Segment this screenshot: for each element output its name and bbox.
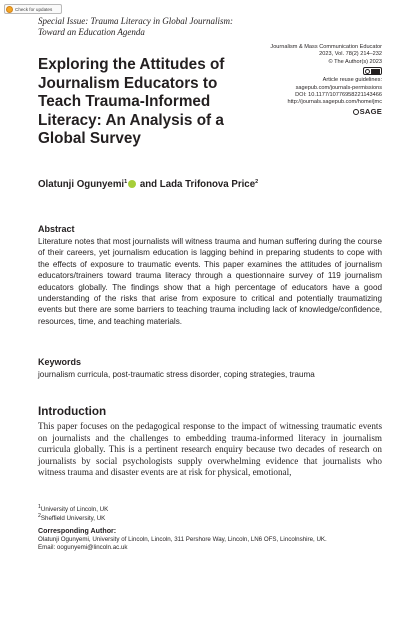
affiliation-2 (38, 513, 382, 522)
orcid-icon[interactable] (128, 180, 136, 188)
keywords-heading: Keywords (38, 357, 82, 367)
affiliation-2-text: Sheffield University, UK (40, 515, 106, 523)
corresponding-author-details (38, 536, 382, 553)
introduction-text: This paper focuses on the pedagogical response to the impact of witnessing traumatic events on journalists and the challenges to embedding trauma-informed literacy in journalism curricula globally. This is a pertinent research enquiry because two decades of research on journalists by social psychologists supply overwhelming evidence that journalists who witness trauma and disaster events are at risk for physical, emotional, (38, 421, 382, 478)
affiliation-1-marker: 1 (38, 504, 41, 510)
author-1-affiliation-marker: 1 (124, 179, 128, 185)
corresponding-author-email[interactable]: Email: oogunyemi@lincoln.ac.uk (38, 544, 128, 552)
publisher-name: SAGE (359, 106, 382, 116)
abstract-heading: Abstract (38, 224, 75, 234)
affiliation-1 (38, 504, 382, 513)
author-1-name[interactable]: Olatunji Ogunyemi (38, 179, 125, 191)
special-issue-heading (38, 16, 258, 38)
special-issue-line-2: Toward an Education Agenda (38, 27, 145, 37)
corresponding-author-address: Olatunji Ogunyemi, University of Lincoln, Lincoln, 311 Pershore Way, Lincoln, LN6 OFS, Lincolnshire, UK. (38, 536, 327, 543)
reuse-guidelines-link[interactable]: sagepub.com/journals-permissions (295, 84, 382, 91)
article-title: Exploring the Attitudes of Journalism Educators to Teach Trauma-Informed Literacy: An Analysis of a Global Survey (38, 56, 225, 147)
check-for-updates-badge[interactable] (4, 4, 62, 14)
sage-logo-icon (353, 108, 382, 115)
journal-home-link[interactable]: http://journals.sagepub.com/home/jmc (287, 99, 382, 106)
journal-volume: 2023, Vol. 78(2) 214–232 (319, 51, 382, 58)
author-conjunction: and (137, 179, 160, 191)
introduction-heading: Introduction (38, 405, 107, 418)
cc-by-bar-icon (371, 69, 380, 74)
journal-name: Journalism & Mass Communication Educator (270, 44, 382, 50)
cc-by-license-icon[interactable] (363, 67, 382, 75)
affiliation-1-text: University of Lincoln, UK (40, 506, 109, 514)
reuse-guidelines-label: Article reuse guidelines: (322, 77, 382, 84)
journal-copyright: © The Author(s) 2023 (328, 58, 382, 65)
special-issue-line-1: Special Issue: Trauma Literacy in Global Journalism: (38, 16, 233, 26)
journal-info-block (240, 44, 382, 118)
affiliation-footnotes (38, 504, 382, 523)
author-2-affiliation-marker: 2 (255, 179, 259, 185)
corresponding-author-heading: Corresponding Author: (38, 527, 117, 535)
update-check-icon (6, 6, 13, 13)
check-for-updates-label: Check for updates (15, 6, 53, 12)
author-line (38, 176, 378, 191)
author-2-name[interactable]: Lada Trifonova Price (159, 179, 256, 191)
abstract-text: Literature notes that most journalists will witness trauma and human suffering during the course of their careers, yet journalism education is lagging behind in preparing students to cope with the effects of exposure to traumatic events. This paper examines the attitudes of journalism educators/trainers toward trauma literacy through a questionnaire survey of 119 journalism educators globally. The findings show that a high percentage of educators have a good understanding of the risks that arise from exposure to critical and potentially traumatizing events but there are some barriers to teaching trauma including lack of knowledge/confidence, resources, time, and teaching materials. (38, 237, 382, 326)
sage-mark-icon (353, 109, 359, 115)
cc-circle-icon (365, 69, 370, 74)
doi-link[interactable]: DOI: 10.1177/10776958221143466 (295, 92, 382, 99)
affiliation-2-marker: 2 (38, 513, 41, 520)
keywords-text: journalism curricula, post-traumatic stress disorder, coping strategies, trauma (38, 370, 315, 379)
